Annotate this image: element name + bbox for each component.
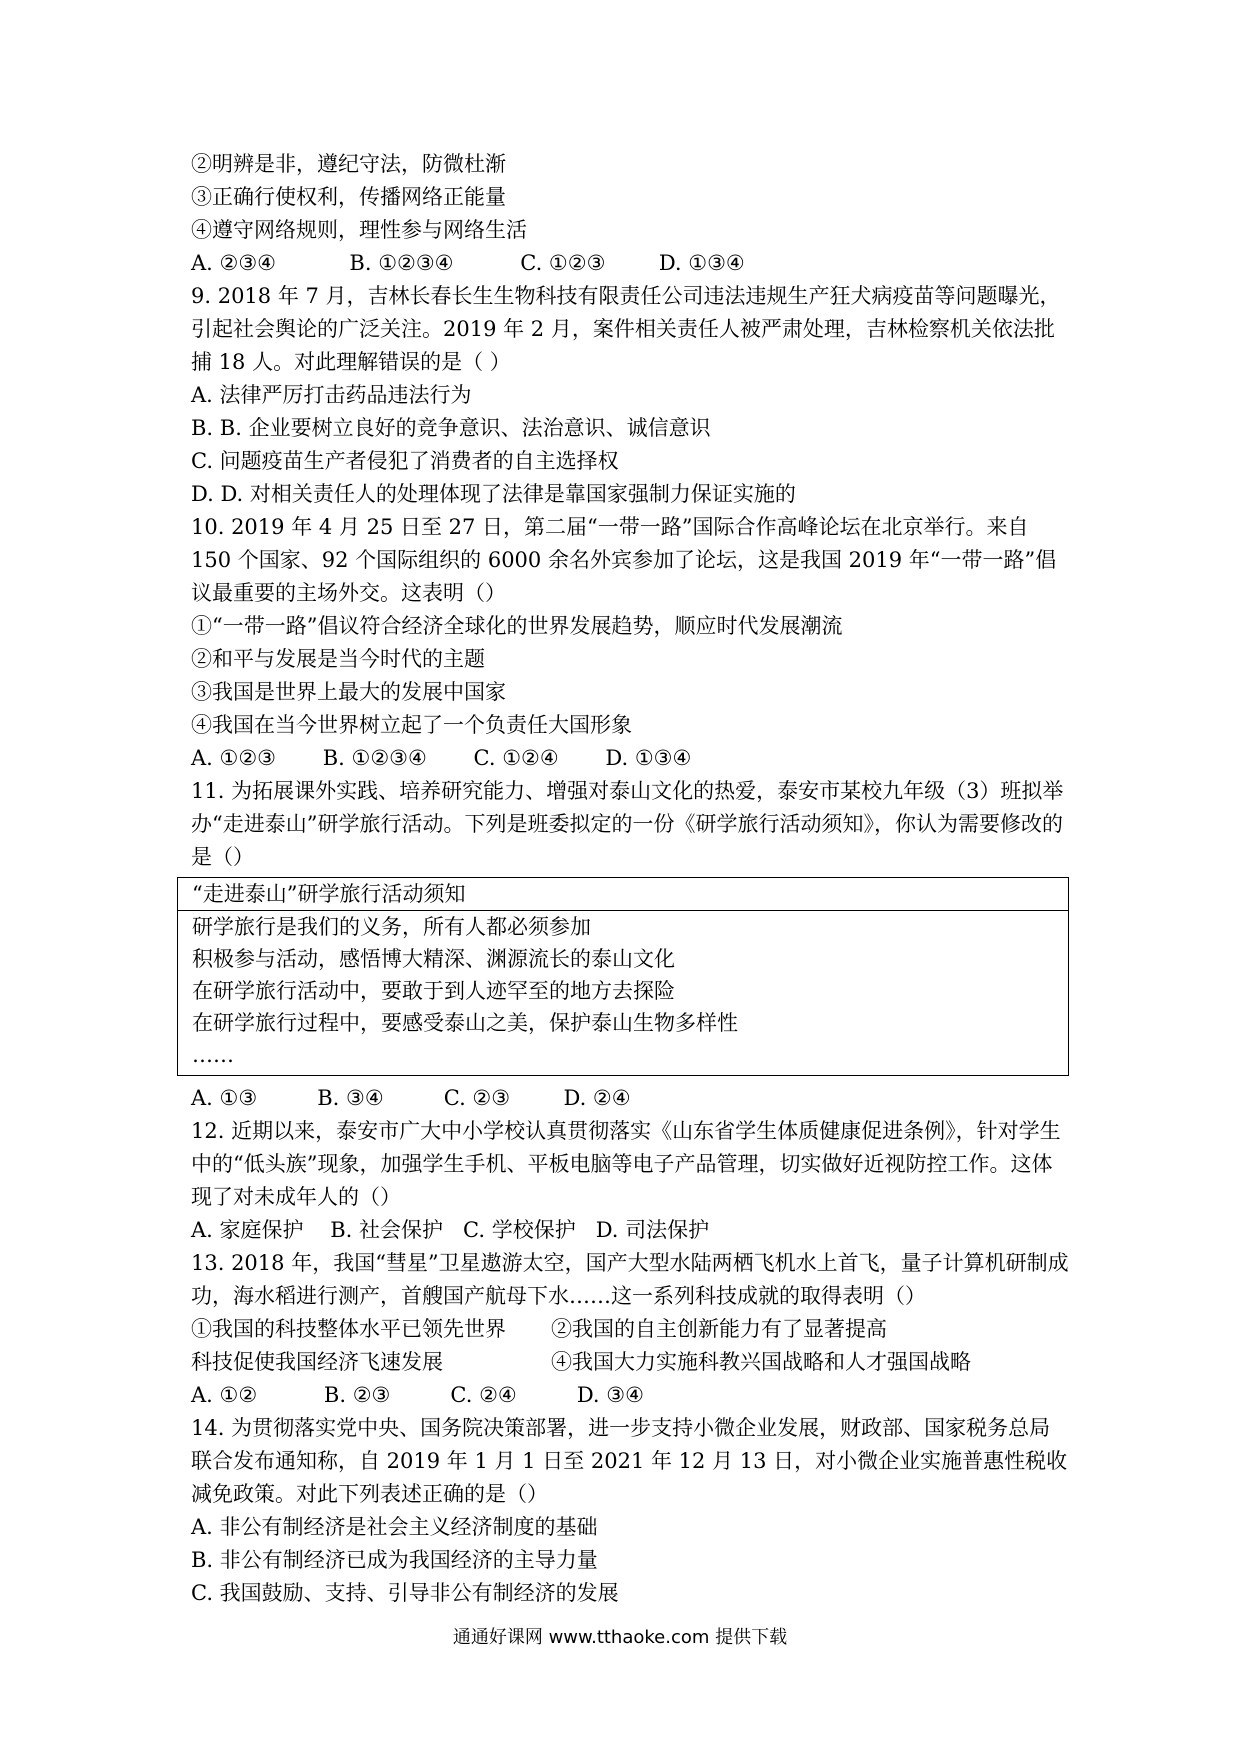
q13-options: A. ①② B. ②③ C. ②④ D. ③④ (191, 1383, 644, 1407)
question-13 (191, 1247, 1071, 1412)
q10-item-2: ②和平与发展是当今时代的主题 (191, 647, 485, 671)
q11-options: A. ①③ B. ③④ C. ②③ D. ②④ (191, 1086, 631, 1110)
q10-item-3: ③我国是世界上最大的发展中国家 (191, 680, 506, 704)
q13-items-row-1 (191, 1313, 1071, 1346)
q8-options: A. ②③④ B. ①②③④ C. ①②③ D. ①③④ (191, 251, 745, 275)
q14-stem: 14. 为贯彻落实党中央、国务院决策部署，进一步支持小微企业发展，财政部、国家税务总局联合发布通知称，自 2019 年 1 月 1 日至 2021 年 12 月 13 日，对小微企业实施普惠性税收减免政策。对此下列表述正确的是（） (191, 1416, 1068, 1506)
q14-option-b: B. 非公有制经济已成为我国经济的主导力量 (191, 1548, 598, 1572)
q9-option-c: C. 问题疫苗生产者侵犯了消费者的自主选择权 (191, 449, 619, 473)
notice-item: 在研学旅行过程中，要感受泰山之美，保护泰山生物多样性 (192, 1011, 738, 1035)
question-14 (191, 1412, 1071, 1610)
q13-item-3: 科技促使我国经济飞速发展 (191, 1350, 443, 1374)
q13-item-2: ②我国的自主创新能力有了显著提高 (551, 1317, 887, 1341)
question-8-tail (191, 148, 1071, 280)
q10-item-4: ④我国在当今世界树立起了一个负责任大国形象 (191, 713, 632, 737)
q10-options: A. ①②③ B. ①②③④ C. ①②④ D. ①③④ (191, 746, 692, 770)
q10-stem: 10. 2019 年 4 月 25 日至 27 日，第二届“一带一路”国际合作高峰论坛在北京举行。来自 150 个国家、92 个国际组织的 6000 余名外宾参加了论坛，这是我国 2019 年“一带一路”倡议最重要的主场外交。这表明（） (191, 515, 1057, 605)
q9-stem: 9. 2018 年 7 月，吉林长春长生生物科技有限责任公司违法违规生产狂犬病疫苗等问题曝光，引起社会舆论的广泛关注。2019 年 2 月，案件相关责任人被严肃处理，吉林检察机关依法批捕 18 人。对此理解错误的是（ ） (191, 284, 1061, 374)
notice-item: 研学旅行是我们的义务，所有人都必须参加 (192, 915, 591, 939)
q13-items-row-2 (191, 1346, 1071, 1379)
q8-item-3: ③正确行使权利，传播网络正能量 (191, 185, 506, 209)
q14-option-a: A. 非公有制经济是社会主义经济制度的基础 (191, 1515, 598, 1539)
q10-item-1: ①“一带一路”倡议符合经济全球化的世界发展趋势，顺应时代发展潮流 (191, 614, 843, 638)
q9-option-b: B. B. 企业要树立良好的竞争意识、法治意识、诚信意识 (191, 416, 711, 440)
q9-option-a: A. 法律严厉打击药品违法行为 (191, 383, 472, 407)
question-9 (191, 280, 1071, 511)
q12-options: A. 家庭保护 B. 社会保护 C. 学校保护 D. 司法保护 (191, 1218, 710, 1242)
q13-item-1: ①我国的科技整体水平已领先世界 (191, 1317, 506, 1341)
notice-title: “走进泰山”研学旅行活动须知 (178, 878, 1068, 911)
q9-option-d: D. D. 对相关责任人的处理体现了法律是靠国家强制力保证实施的 (191, 482, 796, 506)
exam-page (191, 148, 1071, 1610)
page-footer: 通通好课网 www.tthaoke.com 提供下载 (452, 1627, 788, 1648)
notice-ellipsis: …… (192, 1043, 234, 1067)
notice-body (178, 911, 1068, 1075)
q13-item-4: ④我国大力实施科教兴国战略和人才强国战略 (551, 1350, 971, 1374)
question-11 (191, 775, 1071, 1115)
q11-stem: 11. 为拓展课外实践、培养研究能力、增强对泰山文化的热爱，泰安市某校九年级（3）班拟举办“走进泰山”研学旅行活动。下列是班委拟定的一份《研学旅行活动须知》，你认为需要修改的是（） (191, 779, 1064, 869)
q8-item-2: ②明辨是非，遵纪守法，防微杜渐 (191, 152, 506, 176)
notice-box (177, 877, 1069, 1076)
notice-item: 在研学旅行活动中，要敢于到人迹罕至的地方去探险 (192, 979, 675, 1003)
q14-option-c: C. 我国鼓励、支持、引导非公有制经济的发展 (191, 1581, 619, 1605)
q13-stem: 13. 2018 年，我国“彗星”卫星遨游太空，国产大型水陆两栖飞机水上首飞，量子计算机研制成功，海水稻进行测产，首艘国产航母下水……这一系列科技成就的取得表明（） (191, 1251, 1069, 1308)
q8-item-4: ④遵守网络规则，理性参与网络生活 (191, 218, 527, 242)
notice-item: 积极参与活动，感悟博大精深、渊源流长的泰山文化 (192, 947, 675, 971)
question-12 (191, 1115, 1071, 1247)
question-10 (191, 511, 1071, 775)
q12-stem: 12. 近期以来，泰安市广大中小学校认真贯彻落实《山东省学生体质健康促进条例》，针对学生中的“低头族”现象，加强学生手机、平板电脑等电子产品管理，切实做好近视防控工作。这体现了对未成年人的（） (191, 1119, 1061, 1209)
